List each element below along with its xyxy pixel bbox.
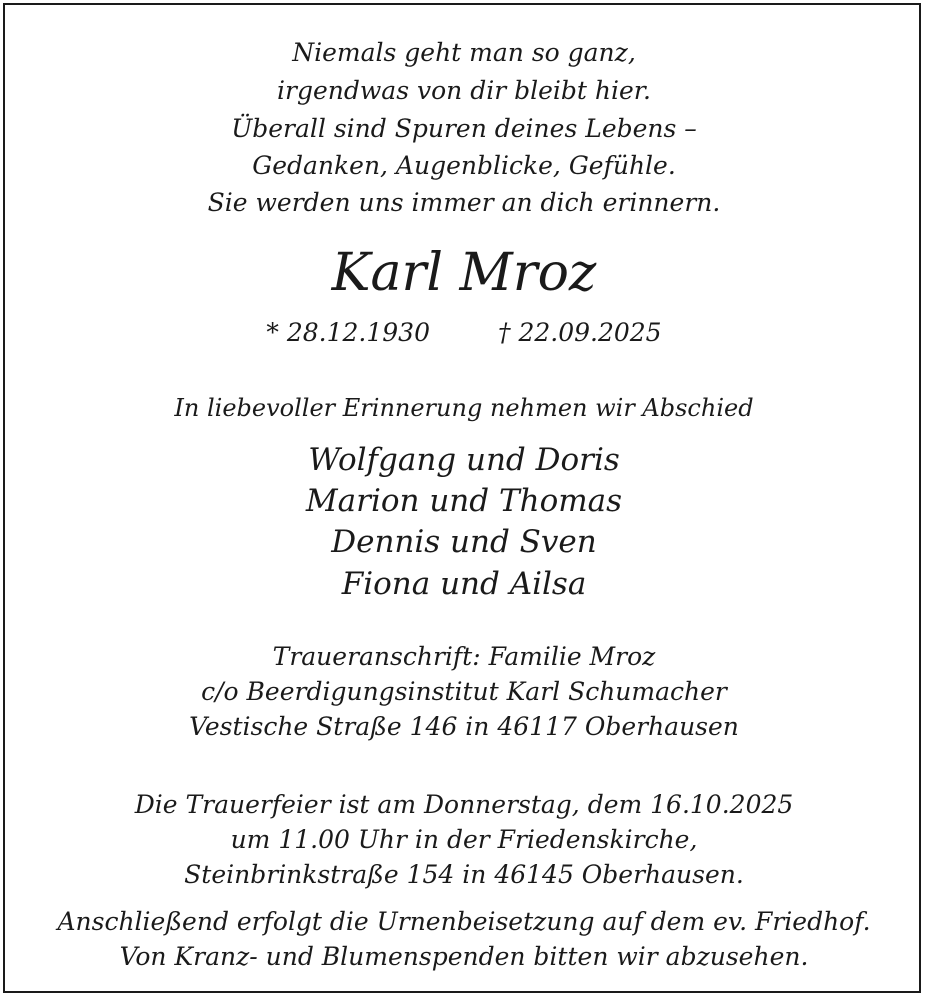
mourning-address-line: Vestische Straße 146 in 46117 Oberhausen	[189, 712, 739, 741]
service-line: Die Trauerfeier ist am Donnerstag, dem 16.10.2025	[134, 790, 794, 819]
poem-line: Niemals geht man so ganz,	[292, 38, 636, 67]
birth-date: * 28.12.1930	[266, 318, 430, 347]
farewell-intro: In liebevoller Erinnerung nehmen wir Abschied	[174, 394, 754, 422]
poem-line: Gedanken, Augenblicke, Gefühle.	[252, 151, 676, 180]
family-member: Fiona und Ailsa	[341, 566, 587, 602]
poem-line: Überall sind Spuren deines Lebens –	[231, 114, 697, 143]
closing-line: Von Kranz- und Blumenspenden bitten wir abzusehen.	[119, 942, 809, 971]
family-member: Marion und Thomas	[305, 483, 623, 519]
family-member: Dennis und Sven	[331, 524, 597, 560]
family-member: Wolfgang und Doris	[308, 442, 620, 478]
death-date: † 22.09.2025	[498, 318, 662, 347]
mourning-address-line: c/o Beerdigungsinstitut Karl Schumacher	[201, 677, 727, 706]
service-line: um 11.00 Uhr in der Friedenskirche,	[230, 825, 698, 854]
mourning-address-line: Traueranschrift: Familie Mroz	[272, 642, 656, 671]
closing-line: Anschließend erfolgt die Urnenbeisetzung auf dem ev. Friedhof.	[57, 907, 871, 936]
poem-line: irgendwas von dir bleibt hier.	[277, 76, 651, 105]
life-dates	[0, 318, 928, 347]
deceased-name: Karl Mroz	[331, 243, 597, 303]
service-line: Steinbrinkstraße 154 in 46145 Oberhausen.	[184, 860, 744, 889]
poem-line: Sie werden uns immer an dich erinnern.	[207, 188, 721, 217]
